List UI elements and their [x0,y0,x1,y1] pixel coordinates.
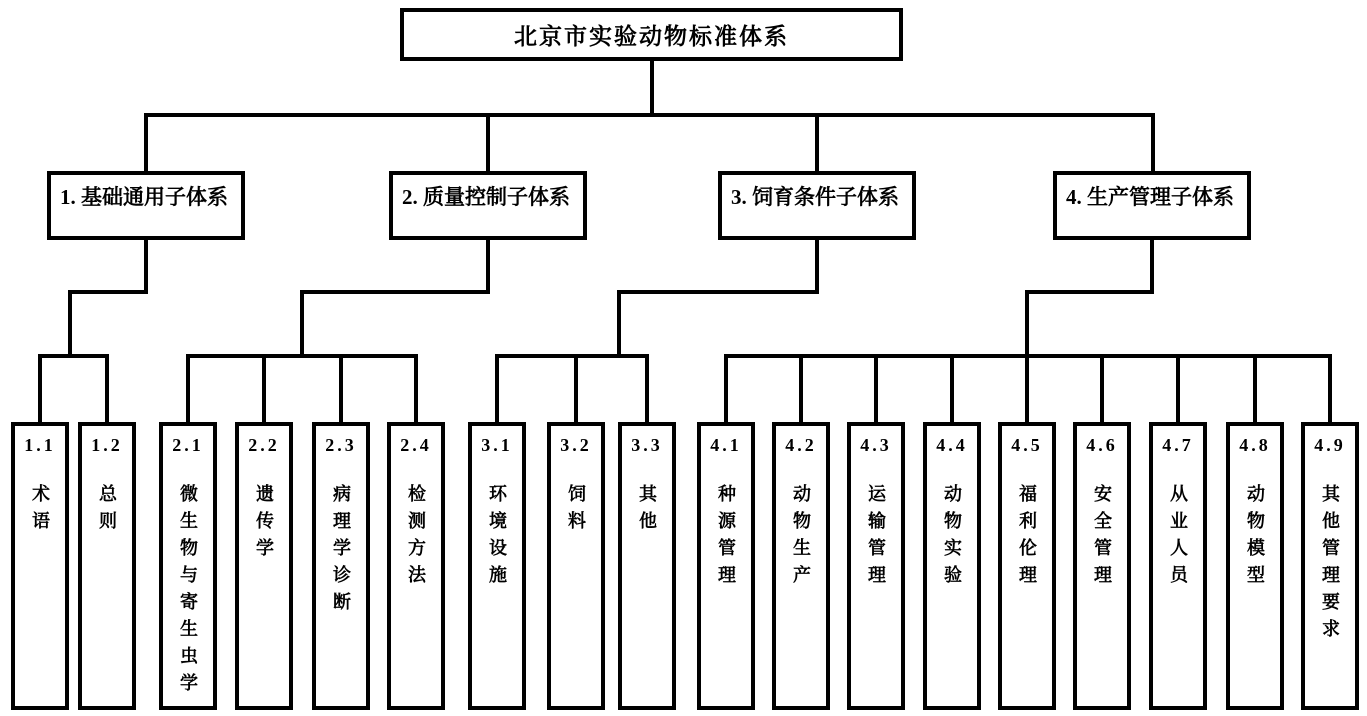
leaf-label: 术语 [30,484,50,538]
subsystem-node-label: 4. 生产管理子体系 [1066,185,1234,209]
leaf-code: 2.4 [400,435,432,455]
root-node-label: 北京市实验动物标准体系 [514,24,789,49]
leaf-label: 动物实验 [942,484,962,592]
leaf-label: 环境设施 [487,484,507,592]
leaf-code: 2.2 [248,435,280,455]
leaf-code: 2.3 [325,435,357,455]
leaf-node-2-2 [235,422,293,710]
leaf-node-2-1 [159,422,217,710]
leaf-node-3-3 [618,422,676,710]
level1-connectors [146,61,1153,171]
leaf-code: 4.4 [936,435,968,455]
leaf-code: 4.3 [860,435,892,455]
subsystem-node-1 [47,171,245,240]
leaf-label: 检测方法 [406,484,426,592]
leaf-node-4-3 [847,422,905,710]
leaf-node-4-6 [1073,422,1131,710]
leaf-node-1-1 [11,422,69,710]
leaf-code: 4.5 [1011,435,1043,455]
leaf-label: 微生物与寄生虫学 [178,484,198,700]
leaf-code: 1.2 [91,435,123,455]
leaf-node-4-7 [1149,422,1207,710]
leaf-code: 4.1 [710,435,742,455]
subsystem-node-3 [718,171,916,240]
leaf-code: 4.2 [785,435,817,455]
leaf-node-3-1 [468,422,526,710]
leaf-label: 从业人员 [1168,484,1188,592]
leaf-node-2-4 [387,422,445,710]
subsystem3-connectors [497,240,817,422]
subsystem1-connectors [40,240,146,422]
leaf-code: 1.1 [24,435,56,455]
subsystem-node-label: 1. 基础通用子体系 [60,185,228,209]
leaf-node-4-2 [772,422,830,710]
subsystem-node-label: 2. 质量控制子体系 [402,185,570,209]
root-node [400,8,903,61]
leaf-label: 遗传学 [254,484,274,565]
leaf-node-4-5 [998,422,1056,710]
leaf-code: 4.7 [1162,435,1194,455]
subsystem-node-label: 3. 饲育条件子体系 [731,185,899,209]
leaf-label: 饲料 [566,484,586,538]
leaf-code: 3.1 [481,435,513,455]
subsystem2-connectors [188,240,488,422]
leaf-code: 3.2 [560,435,592,455]
leaf-node-4-8 [1226,422,1284,710]
leaf-node-3-2 [547,422,605,710]
subsystem-node-4 [1053,171,1251,240]
leaf-node-2-3 [312,422,370,710]
leaf-node-1-2 [78,422,136,710]
leaf-code: 4.8 [1239,435,1271,455]
leaf-label: 安全管理 [1092,484,1112,592]
leaf-code: 2.1 [172,435,204,455]
leaf-code: 4.6 [1086,435,1118,455]
subsystem-node-2 [389,171,587,240]
leaf-code: 4.9 [1314,435,1346,455]
leaf-label: 其他 [637,484,657,538]
leaf-label: 总则 [97,484,117,538]
leaf-label: 运输管理 [866,484,886,592]
leaf-label: 种源管理 [716,484,736,592]
leaf-node-4-4 [923,422,981,710]
leaf-node-4-1 [697,422,755,710]
leaf-label: 动物模型 [1245,484,1265,592]
leaf-label: 其他管理要求 [1320,484,1340,646]
leaf-label: 福利伦理 [1017,484,1037,592]
leaf-label: 病理学诊断 [331,484,351,619]
leaf-code: 3.3 [631,435,663,455]
leaf-node-4-9 [1301,422,1359,710]
leaf-label: 动物生产 [791,484,811,592]
